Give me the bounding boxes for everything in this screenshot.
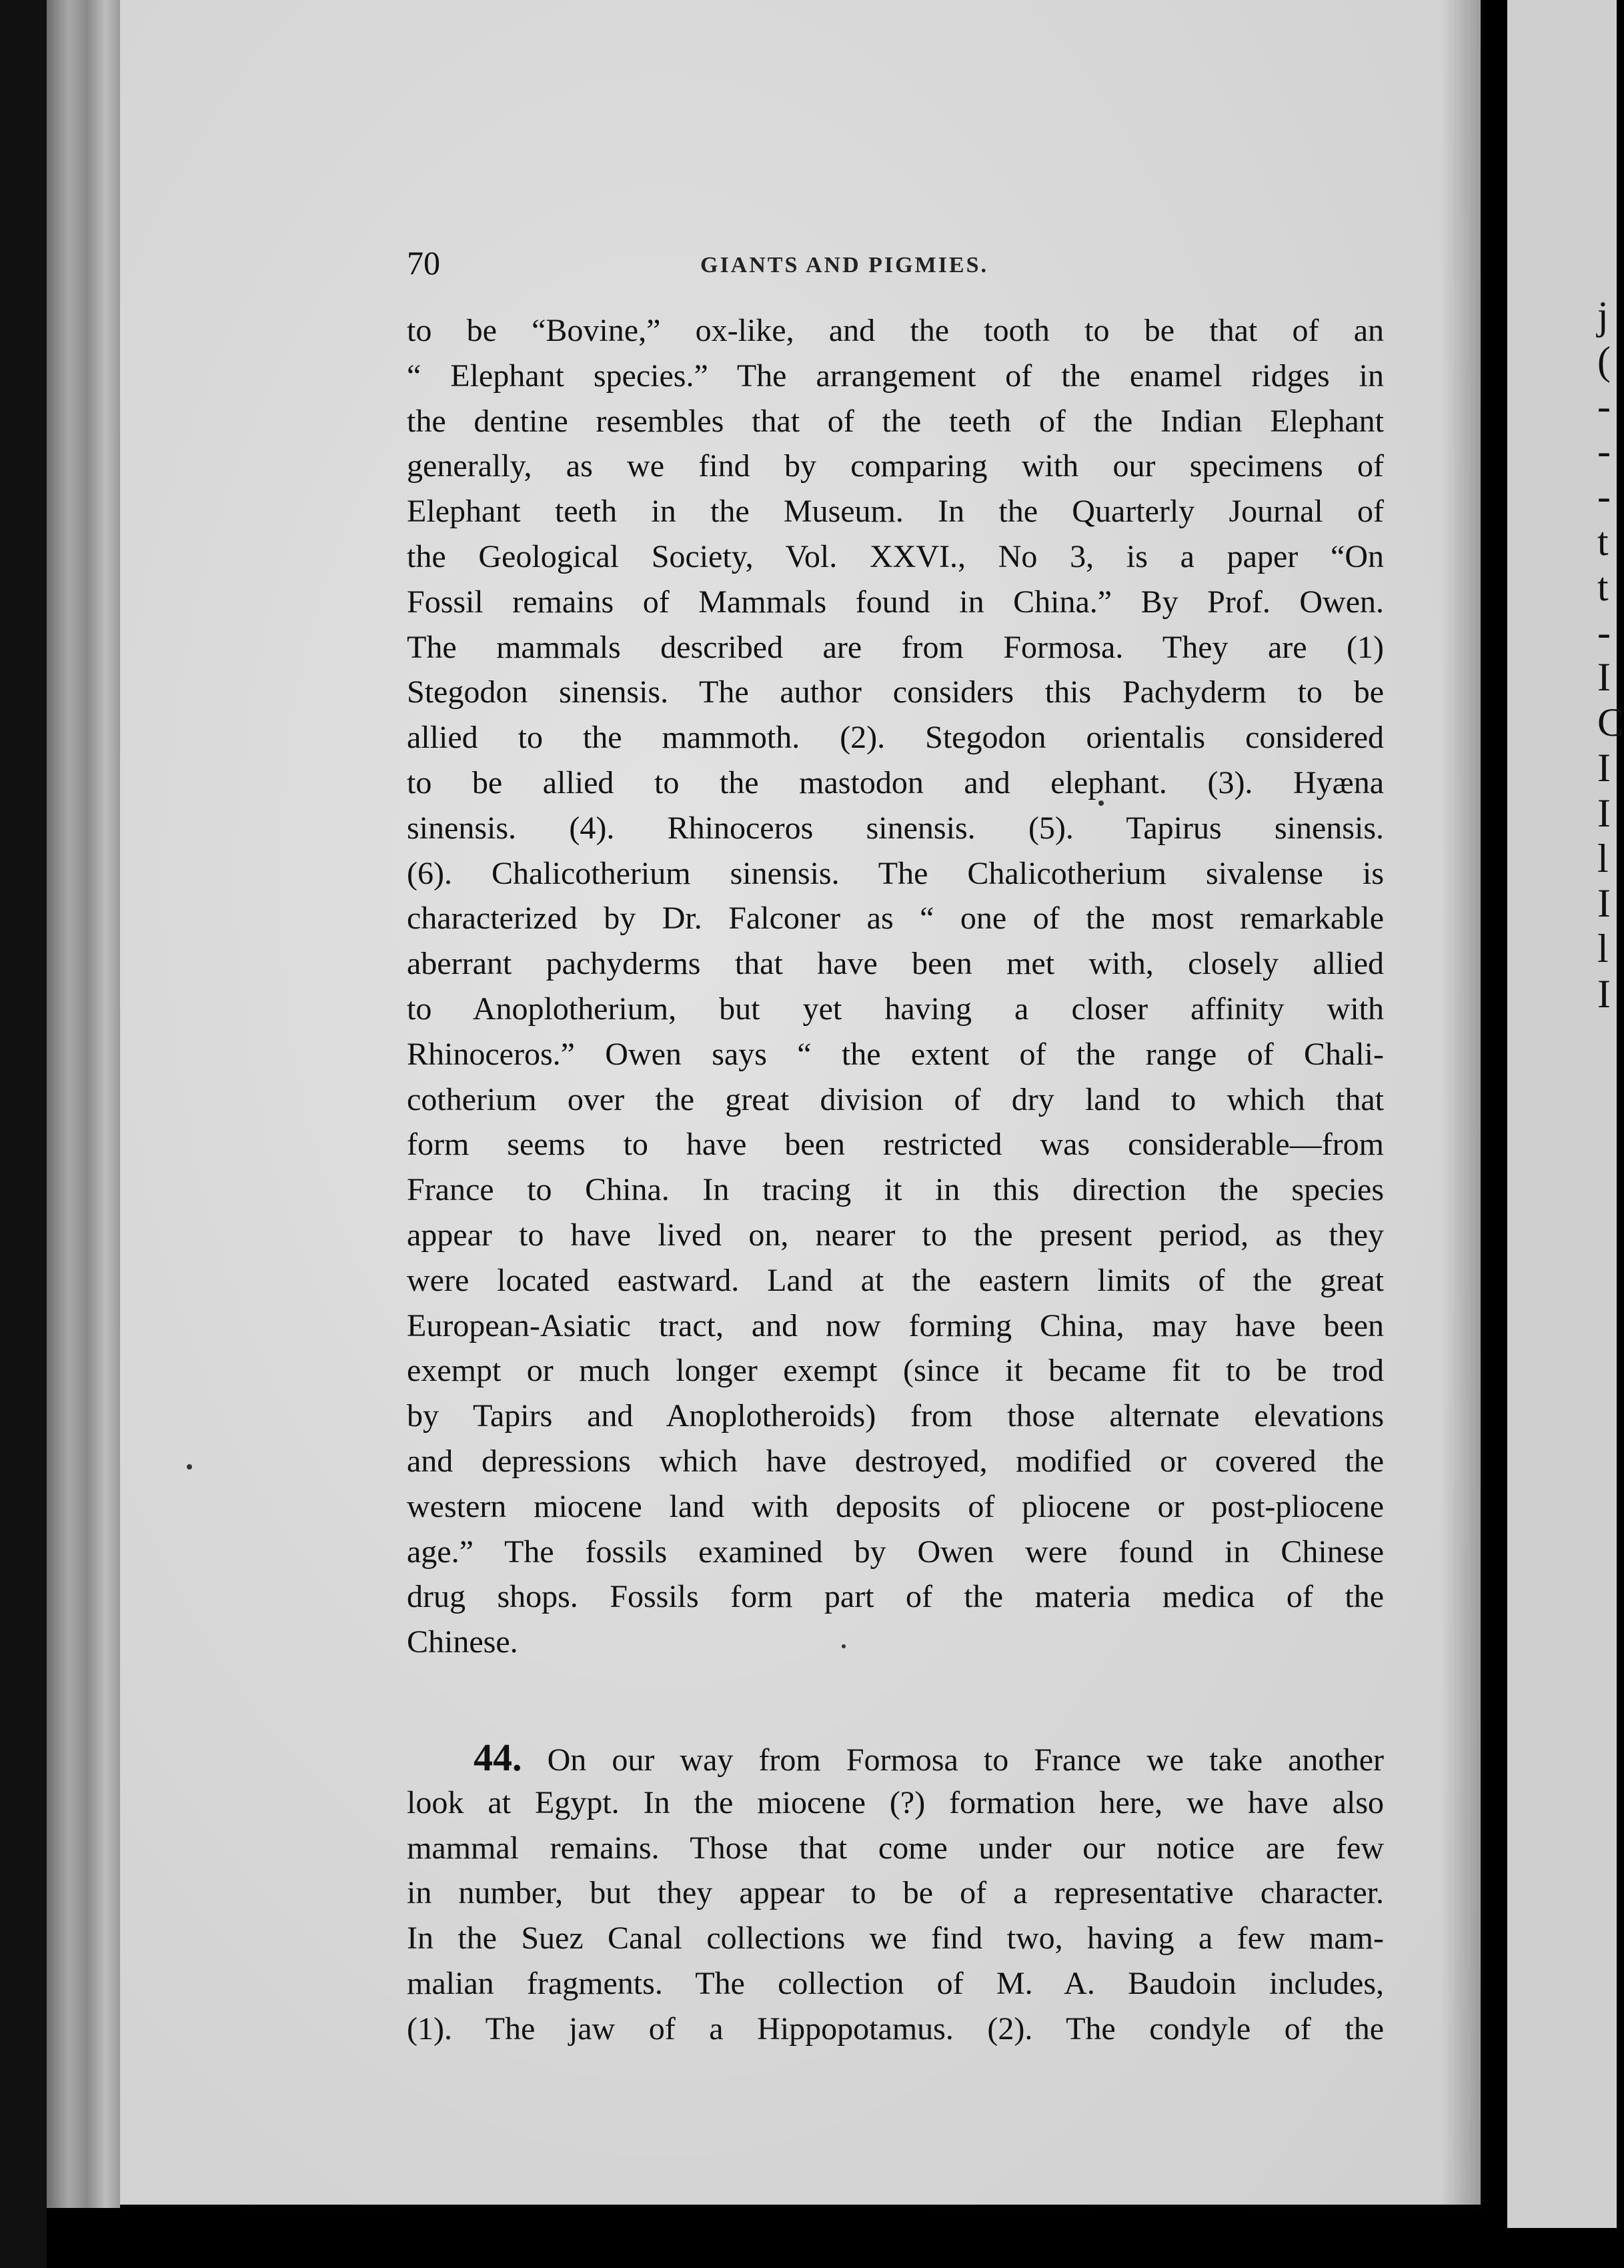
text-line: western miocene land with deposits of pliocene or post-pliocene (407, 1488, 1384, 1524)
facing-page-fragment: - (1597, 474, 1611, 519)
gutter-shadow (1441, 0, 1481, 2205)
text-line: “ Elephant species.” The arrangement of the enamel ridges in (407, 358, 1384, 394)
scan-speck (842, 1644, 846, 1648)
text-line: Fossil remains of Mammals found in China.” By Prof. Owen. (407, 584, 1384, 620)
text-line: cotherium over the great division of dry land to which that (407, 1081, 1384, 1117)
book-page-edges (47, 0, 120, 2208)
page-number: 70 (407, 244, 440, 281)
scan-border-left (0, 0, 47, 2268)
facing-page-fragment: l (1597, 927, 1609, 971)
text-line: sinensis. (4). Rhinoceros sinensis. (5). Tapirus sinensis. (407, 810, 1384, 846)
text-line: look at Egypt. In the miocene (?) formation here, we have also (407, 1784, 1384, 1820)
section-first-line: On our way from Formosa to France we take another (547, 1742, 1385, 1778)
facing-page-fragment: I (1597, 881, 1611, 926)
text-line: and depressions which have destroyed, modified or covered the (407, 1443, 1384, 1479)
page-header (407, 243, 1384, 297)
body-text (407, 308, 1384, 2051)
facing-page-fragment: C (1597, 700, 1624, 745)
paragraph-43-continued (407, 308, 1384, 1665)
facing-page-fragment: - (1597, 429, 1611, 474)
text-line: characterized by Dr. Falconer as “ one of the most remarkable (407, 901, 1384, 937)
text-line: France to China. In tracing it in this direction the species (407, 1172, 1384, 1208)
text-line: to Anoplotherium, but yet having a closer affinity with (407, 991, 1384, 1027)
text-line: Elephant teeth in the Museum. In the Quarterly Journal of (407, 494, 1384, 530)
facing-page-fragment: I (1597, 971, 1611, 1016)
book-spine (1481, 0, 1507, 2268)
text-line: drug shops. Fossils form part of the materia medica of the (407, 1579, 1384, 1615)
text-line: Chinese. (407, 1624, 518, 1660)
facing-page-fragment: j (1597, 294, 1609, 338)
running-head: GIANTS AND PIGMIES. (700, 253, 989, 277)
text-line: The mammals described are from Formosa. They are (1) (407, 629, 1384, 665)
paragraph-gap (407, 1665, 1384, 1735)
text-line: Stegodon sinensis. The author considers this Pachyderm to be (407, 674, 1384, 710)
text-line: allied to the mammoth. (2). Stegodon orientalis considered (407, 720, 1384, 756)
text-line: the dentine resembles that of the teeth of the Indian Elephant (407, 403, 1384, 439)
text-line: (1). The jaw of a Hippopotamus. (2). The condyle of the (407, 2011, 1384, 2047)
text-line: appear to have lived on, nearer to the present period, as they (407, 1217, 1384, 1253)
text-line: age.” The fossils examined by Owen were found in Chinese (407, 1534, 1384, 1570)
section-number: 44. (474, 1735, 522, 1779)
text-line: by Tapirs and Anoplotheroids) from those alternate elevations (407, 1398, 1384, 1434)
text-line: to be allied to the mastodon and elephant. (3). Hyæna (407, 764, 1384, 800)
text-line: were located eastward. Land at the eastern limits of the great (407, 1262, 1384, 1298)
facing-page-fragment: I (1597, 790, 1611, 835)
text-line: form seems to have been restricted was considerable—from (407, 1127, 1384, 1163)
text-line: the Geological Society, Vol. XXVI., No 3, is a paper “On (407, 538, 1384, 574)
facing-page-fragment: I (1597, 655, 1611, 700)
text-line: in number, but they appear to be of a representative character. (407, 1875, 1384, 1911)
facing-page-fragment: ( (1597, 338, 1611, 383)
text-line: In the Suez Canal collections we find two, having a few mam- (407, 1920, 1384, 1956)
text-line: to be “Bovine,” ox-like, and the tooth to be that of an (407, 313, 1384, 348)
text-line: European-Asiatic tract, and now forming China, may have been (407, 1307, 1384, 1343)
facing-page-text-fragments (1597, 294, 1624, 1017)
text-line: (6). Chalicotherium sinensis. The Chalicotherium sivalense is (407, 855, 1384, 891)
scan-speck (1098, 800, 1104, 806)
text-line: generally, as we find by comparing with our specimens of (407, 448, 1384, 484)
text-line: mammal remains. Those that come under our notice are few (407, 1830, 1384, 1866)
text-line: aberrant pachyderms that have been met with, closely allied (407, 946, 1384, 982)
text-line: Rhinoceros.” Owen says “ the extent of the range of Chali- (407, 1036, 1384, 1072)
facing-page-fragment: t (1597, 564, 1609, 609)
facing-page-fragment: - (1597, 610, 1611, 654)
facing-page-fragment: - (1597, 384, 1611, 428)
facing-page-fragment: I (1597, 745, 1611, 790)
paragraph-44 (407, 1735, 1384, 2052)
facing-page-fragment: t (1597, 519, 1609, 564)
scan-speck (187, 1464, 192, 1470)
facing-page-fragment: l (1597, 836, 1609, 881)
text-line: malian fragments. The collection of M. A. Baudoin includes, (407, 1965, 1384, 2001)
text-line: exempt or much longer exempt (since it became fit to be trod (407, 1353, 1384, 1389)
